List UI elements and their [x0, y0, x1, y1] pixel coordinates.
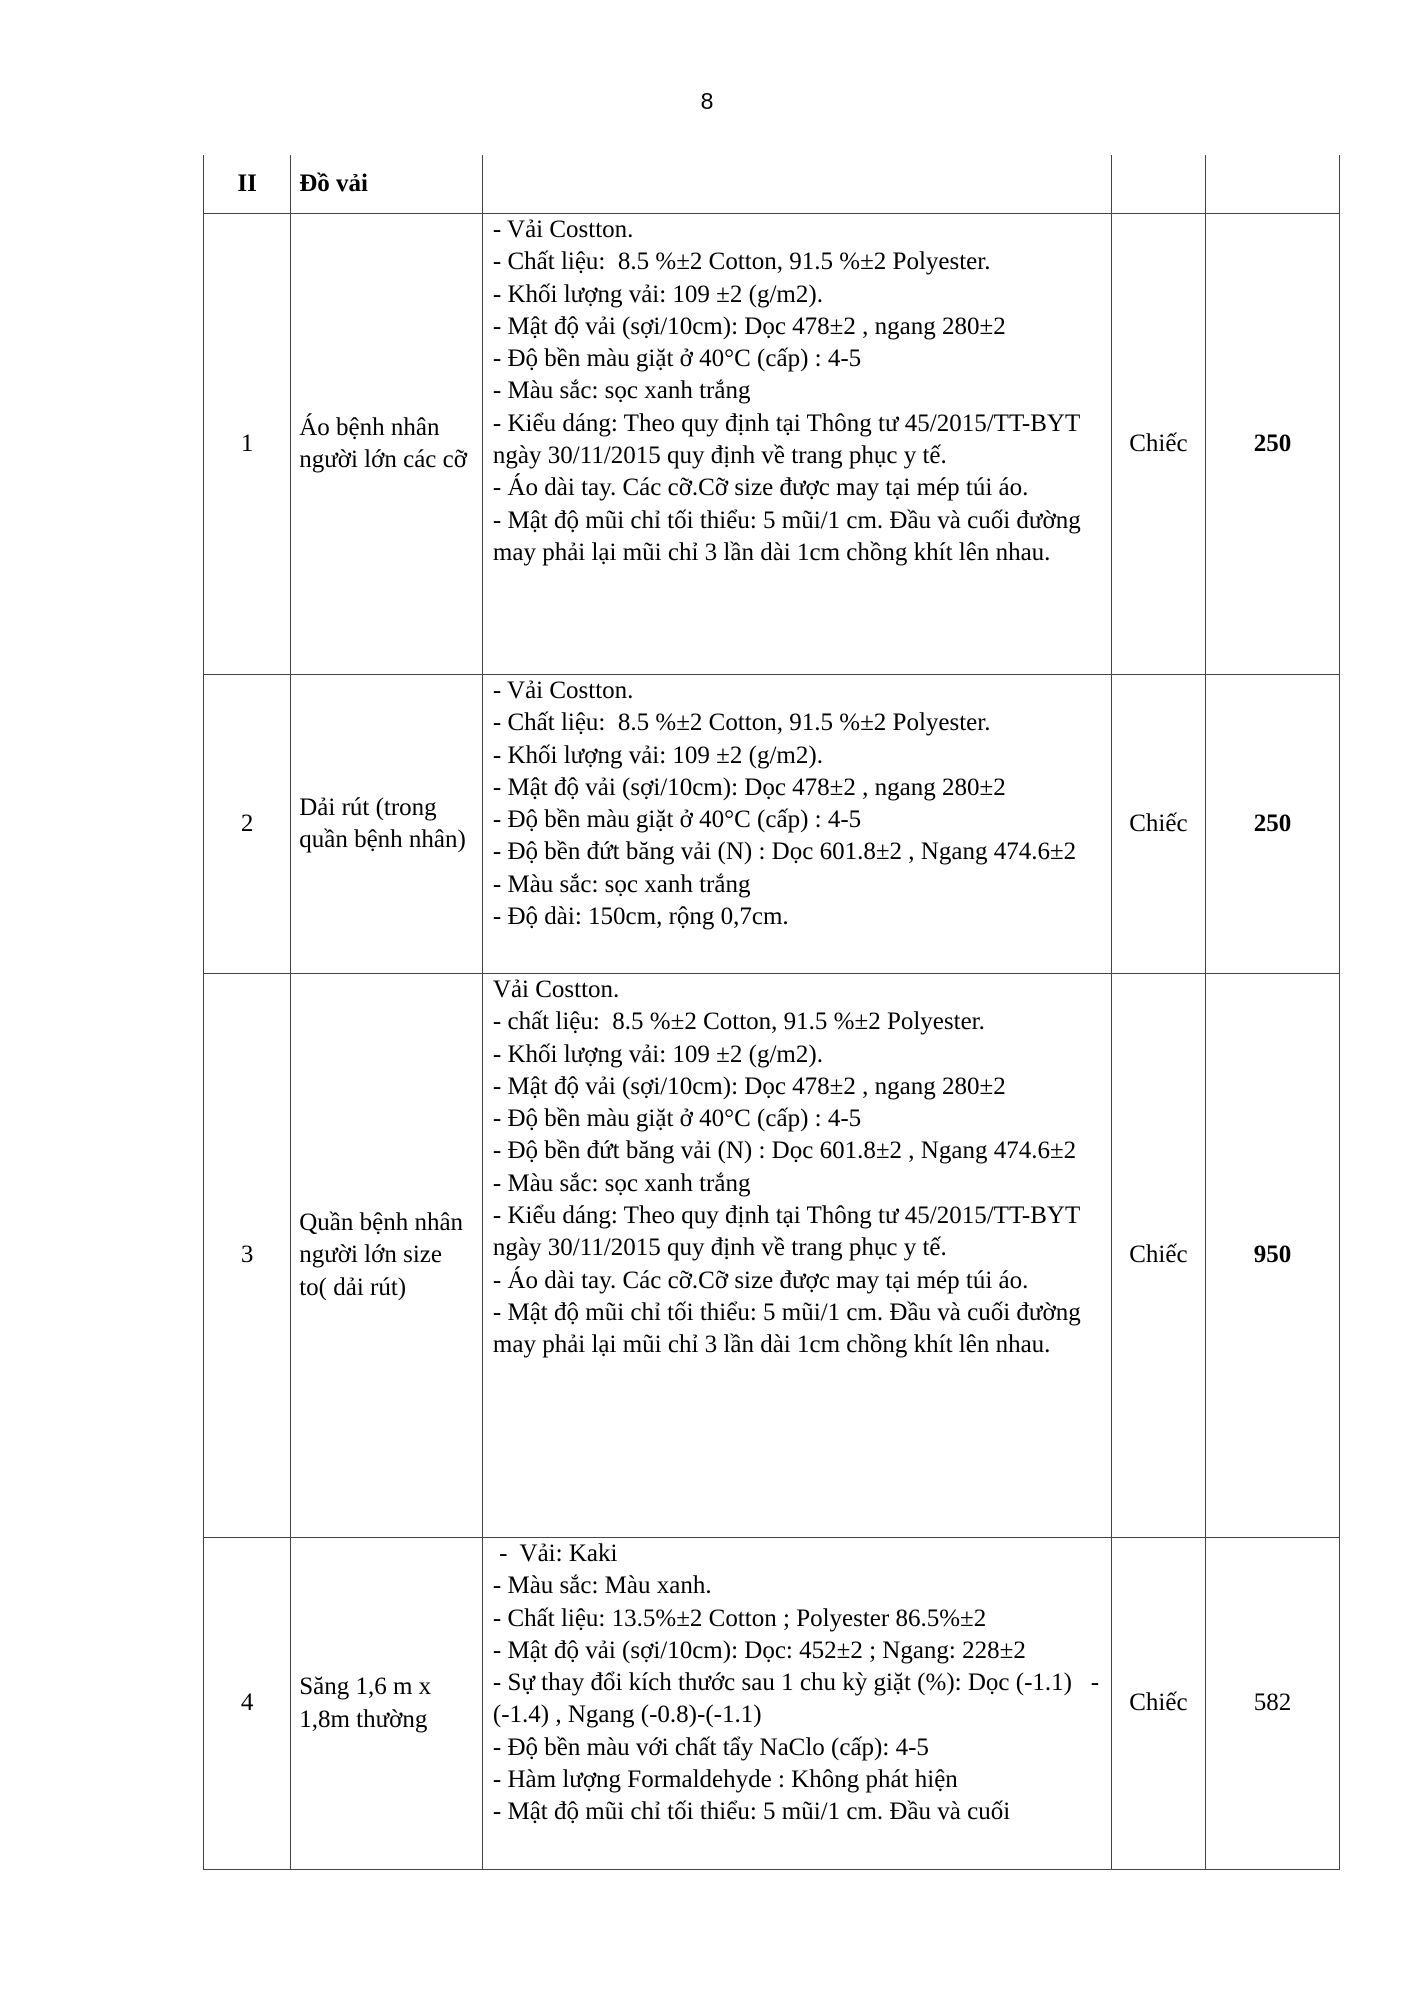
section-qty-cell: [1206, 155, 1340, 214]
spec-line: - Độ bền màu giặt ở 40°C (cấp) : 4-5: [492, 806, 862, 834]
item-unit: Chiếc: [1111, 675, 1205, 974]
item-quantity: 250: [1206, 214, 1340, 675]
section-spec-cell: [482, 155, 1111, 214]
item-number: 1: [204, 214, 291, 675]
section-title: Đồ vải: [291, 155, 483, 214]
spec-line: - Mật độ vải (sợi/10cm): Dọc 478±2 , ngang 280±2: [492, 312, 1006, 340]
spec-line: - Khối lượng vải: 109 ±2 (g/m2).: [492, 741, 823, 769]
spec-line: - Sự thay đổi kích thước sau 1 chu kỳ giặt (%): Dọc (-1.1) - (-1.4) , Ngang (-0.8)-(-1.1): [492, 1669, 1112, 1729]
page-number: 8: [700, 88, 714, 114]
spec-line: - Độ bền màu giặt ở 40°C (cấp) : 4-5: [492, 1105, 862, 1133]
spec-line: - Kiểu dáng: Theo quy định tại Thông tư 45/2015/TT-BYT ngày 30/11/2015 quy định về trang phục y tế.: [492, 409, 1087, 470]
section-number: II: [204, 155, 291, 214]
spec-line: - Màu sắc: sọc xanh trắng: [492, 1169, 751, 1197]
spec-line: - Chất liệu: 8.5 %±2 Cotton, 91.5 %±2 Polyester.: [492, 709, 991, 737]
spec-line: - Kiểu dáng: Theo quy định tại Thông tư 45/2015/TT-BYT ngày 30/11/2015 quy định về trang phục y tế.: [492, 1202, 1087, 1262]
spec-line: - Mật độ vải (sợi/10cm): Dọc 478±2 , ngang 280±2: [492, 773, 1006, 801]
item-quantity: 582: [1206, 1538, 1340, 1870]
spec-line: - Độ bền màu với chất tẩy NaClo (cấp): 4-5: [492, 1733, 929, 1761]
spec-line: - chất liệu: 8.5 %±2 Cotton, 91.5 %±2 Polyester.: [492, 1008, 985, 1036]
spec-line: - Độ bền đứt băng vải (N) : Dọc 601.8±2 , Ngang 474.6±2: [492, 838, 1077, 866]
item-name: Săng 1,6 m x 1,8m thường: [291, 1538, 483, 1870]
spec-line: - Áo dài tay. Các cỡ.Cỡ size được may tại mép túi áo.: [492, 474, 1029, 502]
spec-line: - Độ bền màu giặt ở 40°C (cấp) : 4-5: [492, 345, 862, 373]
spec-line: - Áo dài tay. Các cỡ.Cỡ size được may tại mép túi áo.: [492, 1266, 1029, 1294]
spec-line: - Màu sắc: sọc xanh trắng: [492, 870, 751, 898]
spec-line: - Chất liệu: 8.5 %±2 Cotton, 91.5 %±2 Polyester.: [492, 248, 991, 276]
spec-line: - Độ dài: 150cm, rộng 0,7cm.: [492, 903, 789, 931]
spec-line: - Vải Costton.: [492, 216, 634, 243]
spec-line: - Màu sắc: sọc xanh trắng: [492, 377, 751, 405]
spec-line: - Mật độ vải (sợi/10cm): Dọc 478±2 , ngang 280±2: [492, 1072, 1006, 1100]
item-specification: [482, 1538, 1111, 1870]
item-name: Dải rút (trong quần bệnh nhân): [291, 675, 483, 974]
item-number: 2: [204, 675, 291, 974]
item-specification: [482, 214, 1111, 675]
spec-line: - Màu sắc: Màu xanh.: [492, 1572, 712, 1600]
item-specification: [482, 974, 1111, 1538]
item-quantity: 250: [1206, 675, 1340, 974]
item-row: [204, 1538, 1340, 1870]
item-row: [204, 214, 1340, 675]
spec-line: - Khối lượng vải: 109 ±2 (g/m2).: [492, 280, 823, 308]
item-row: [204, 974, 1340, 1538]
item-quantity: 950: [1206, 974, 1340, 1538]
spec-line: - Độ bền đứt băng vải (N) : Dọc 601.8±2 , Ngang 474.6±2: [492, 1137, 1077, 1165]
spec-line: - Hàm lượng Formaldehyde : Không phát hiện: [492, 1766, 958, 1794]
spec-line: - Mật độ mũi chỉ tối thiểu: 5 mũi/1 cm. Đầu và cuối đường may phải lại mũi chỉ 3 lần dài 1cm chồng khít lên nhau.: [492, 506, 1087, 566]
item-unit: Chiếc: [1111, 214, 1205, 675]
spec-line: - Mật độ mũi chỉ tối thiểu: 5 mũi/1 cm. Đầu và cuối đường may phải lại mũi chỉ 3 lần dài 1cm chồng khít lên nhau.: [492, 1298, 1087, 1359]
item-unit: Chiếc: [1111, 1538, 1205, 1870]
item-specification: [482, 675, 1111, 974]
item-name: Áo bệnh nhân người lớn các cỡ: [291, 214, 483, 675]
specification-table: [203, 155, 1340, 1870]
spec-line: Vải Costton.: [492, 976, 620, 1003]
spec-line: - Khối lượng vải: 109 ±2 (g/m2).: [492, 1040, 823, 1068]
item-unit: Chiếc: [1111, 974, 1205, 1538]
spec-line: - Mật độ vải (sợi/10cm): Dọc: 452±2 ; Ngang: 228±2: [492, 1636, 1026, 1664]
section-unit-cell: [1111, 155, 1205, 214]
spec-line: - Vải Costton.: [492, 677, 634, 704]
spec-line: - Mật độ mũi chỉ tối thiểu: 5 mũi/1 cm. Đầu và cuối: [492, 1798, 1011, 1826]
item-name: Quần bệnh nhân người lớn size to( dải rút): [291, 974, 483, 1538]
item-number: 3: [204, 974, 291, 1538]
item-row: [204, 675, 1340, 974]
section-header-row: [204, 155, 1340, 214]
spec-line: - Vải: Kaki: [492, 1540, 618, 1567]
spec-line: - Chất liệu: 13.5%±2 Cotton ; Polyester 86.5%±2: [492, 1604, 987, 1632]
item-number: 4: [204, 1538, 291, 1870]
